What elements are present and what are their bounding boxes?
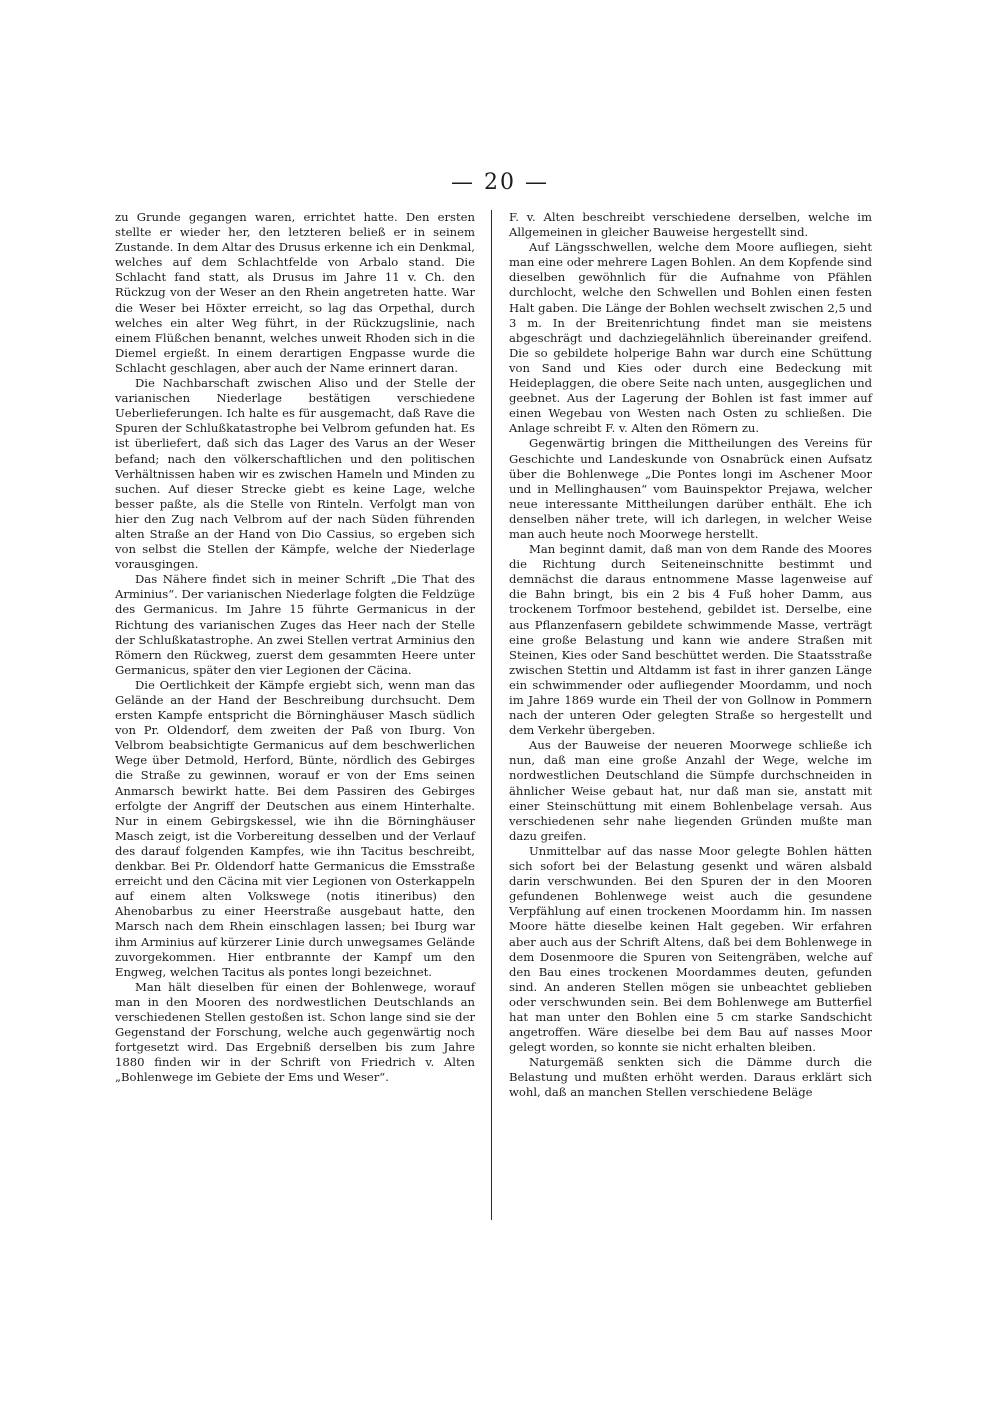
paragraph: Die Nachbarschaft zwischen Aliso und der Stelle der varianischen Niederlage bestätigen verschiedene Ueberlieferungen. Ich halte es für ausgemacht, daß Rave die Spuren der Schlußkatastrophe bei Velbrom gefunden hat. Es ist überliefert, daß sich das Lager des Varus an der Weser befand; nach den völkerschaftlichen und den politischen Verhältnissen haben wir es zwischen Hameln und Minden zu suchen. Auf dieser Strecke giebt es keine Lage, welche besser paßte, als die Stelle von Rinteln. Verfolgt man von hier den Zug nach Velbrom auf der nach Süden führenden alten Straße an der Hand von Dio Cassius, so ergeben sich von selbst die Stellen der Kämpfe, welche der Niederlage vorausgingen. [115,376,475,572]
paragraph: Die Oertlichkeit der Kämpfe ergiebt sich, wenn man das Gelände an der Hand der Beschreibung durchsucht. Dem ersten Kampfe entspricht die Börninghäuser Masch südlich von Pr. Oldendorf, dem zweiten der Paß von Iburg. Von Velbrom beabsichtigte Germanicus auf dem beschwerlichen Wege über Detmold, Herford, Bünte, nördlich des Gebirges die Straße zu gewinnen, worauf er von der Ems seinen Anmarsch bewirkt hatte. Bei dem Passiren des Gebirges erfolgte der Angriff der Deutschen aus einem Hinterhalte. Nur in einem Gebirgskessel, wie ihn die Börninghäuser Masch zeigt, ist die Vorbereitung desselben und der Verlauf des darauf folgenden Kampfes, wie ihn Tacitus beschreibt, denkbar. Bei Pr. Oldendorf hatte Germanicus die Emsstraße erreicht und den Cäcina mit vier Legionen von Osterkappeln auf einem alten Volkswege (notis itineribus) den Ahenobarbus zu einer Heerstraße ausgebaut hatte, den Marsch nach dem Rhein einschlagen lassen; bei Iburg war ihm Arminius auf kürzerer Linie durch unwegsames Gelände zuvorgekommen. Hier entbrannte der Kampf um den Engweg, welchen Tacitus als pontes longi bezeichnet. [115,677,475,979]
paragraph: Man hält dieselben für einen der Bohlenwege, worauf man in den Mooren des nordwestlichen Deutschlands an verschiedenen Stellen gestoßen ist. Schon lange sind sie der Gegenstand der Forschung, welche auch gegenwärtig noch fortgesetzt wird. Das Ergebniß derselben bis zum Jahre 1880 finden wir in der Schrift von Friedrich v. Alten „Bohlenwege im Gebiete der Ems und Weser“. [115,979,475,1085]
paragraph: Gegenwärtig bringen die Mittheilungen des Vereins für Geschichte und Landeskunde von Osnabrück einen Aufsatz über die Bohlenwege „Die Pontes longi im Aschener Moor und in Mellinghausen“ vom Bauinspektor Prejawa, welcher neue interessante Mittheilungen darüber enthält. Ehe ich denselben näher trete, will ich darlegen, in welcher Weise man auch heute noch Moorwege herstellt. [509,436,872,541]
left-column [115,210,475,1085]
paragraph: Unmittelbar auf das nasse Moor gelegte Bohlen hätten sich sofort bei der Belastung gesenkt und wären alsbald darin verschwunden. Bei den Spuren der in den Mooren gefundenen Bohlenwege weist auch die gesundene Verpfählung auf einen trockenen Moordamm hin. Im nassen Moore hätte dieselbe keinen Halt gegeben. Wir erfahren aber auch aus der Schrift Altens, daß bei dem Bohlenwege in dem Dosenmoore die Spuren von Seitengräben, welche auf den Bau eines trockenen Moordammes deuten, gefunden sind. An anderen Stellen mögen sie unbeachtet geblieben oder verschwunden sein. Bei dem Bohlenwege am Butterfiel hat man unter den Bohlen eine 5 cm starke Sandschicht angetroffen. Wäre dieselbe bei dem Bau auf nasses Moor gelegt worden, so konnte sie nicht erhalten bleiben. [509,843,872,1055]
column-divider [491,210,492,1220]
paragraph: Man beginnt damit, daß man von dem Rande des Moores die Richtung durch Seiteneinschnitte bestimmt und demnächst die daraus entnommene Masse lagenweise auf die Bahn bringt, bis ein 2 bis 4 Fuß hoher Damm, aus trockenem Torfmoor bestehend, gebildet ist. Derselbe, eine aus Pflanzenfasern gebildete schwimmende Masse, verträgt eine große Belastung und kann wie andere Straßen mit Steinen, Kies oder Sand beschüttet werden. Die Staatsstraße zwischen Stettin und Altdamm ist fast in ihrer ganzen Länge ein schwimmender oder aufliegender Moordamm, und noch im Jahre 1869 wurde ein Theil der von Gollnow in Pommern nach der unteren Oder gelegten Straße so hergestellt und dem Verkehr übergeben. [509,542,872,738]
paragraph: Das Nähere findet sich in meiner Schrift „Die That des Arminius“. Der varianischen Niederlage folgten die Feldzüge des Germanicus. Im Jahre 15 führte Germanicus in der Richtung des varianischen Zuges das Heer nach der Stelle der Schlußkatastrophe. An zwei Stellen vertrat Arminius den Römern den Rückweg, zuerst dem gesammten Heere unter Germanicus, später den vier Legionen der Cäcina. [115,572,475,677]
paragraph: zu Grunde gegangen waren, errichtet hatte. Den ersten stellte er wieder her, den letzteren beließ er in seinem Zustande. In dem Altar des Drusus erkenne ich ein Denkmal, welches auf dem Schlachtfelde von Arbalo stand. Die Schlacht fand statt, als Drusus im Jahre 11 v. Ch. den Rückzug von der Weser an den Rhein angetreten hatte. War die Weser bei Höxter erreicht, so lag das Orpethal, durch welches ein alter Weg führt, in der Rückzugslinie, nach einem Flüßchen benannt, welches unweit Rhoden sich in die Diemel ergießt. In einem derartigen Engpasse wurde die Schlacht geschlagen, aber auch der Name erinnert daran. [115,210,475,375]
paragraph: Auf Längsschwellen, welche dem Moore aufliegen, sieht man eine oder mehrere Lagen Bohlen. An dem Kopfende sind dieselben gewöhnlich für die Aufnahme von Pfählen durchlocht, welche den Schwellen und Bohlen einen festen Halt gaben. Die Länge der Bohlen wechselt zwischen 2,5 und 3 m. In der Breitenrichtung findet man sie meistens abgeschrägt und dachziegelähnlich übereinander greifend. Die so gebildete holperige Bahn war durch eine Schüttung von Sand und Kies oder durch eine Bedeckung mit Heideplaggen, die obere Seite nach unten, ausgeglichen und geebnet. Aus der Lagerung der Bohlen ist fast immer auf einen Wegebau von Westen nach Osten zu schließen. Die Anlage schreibt F. v. Alten den Römern zu. [509,240,872,436]
paragraph: Naturgemäß senkten sich die Dämme durch die Belastung und mußten erhöht werden. Daraus erklärt sich wohl, daß an manchen Stellen verschiedene Beläge [509,1055,872,1100]
paragraph: F. v. Alten beschreibt verschiedene derselben, welche im Allgemeinen in gleicher Bauweise hergestellt sind. [509,210,872,240]
paragraph: Aus der Bauweise der neueren Moorwege schließe ich nun, daß man eine große Anzahl der Wege, welche im nordwestlichen Deutschland die Sümpfe durchschneiden in ähnlicher Weise gebaut hat, nur daß man sie, anstatt mit einer Steinschüttung mit einem Bohlenbelage versah. Aus verschiedenen sehr nahe liegenden Gründen mußte man dazu greifen. [509,738,872,843]
right-column [509,210,872,1101]
page-number: — 20 — [451,170,549,195]
